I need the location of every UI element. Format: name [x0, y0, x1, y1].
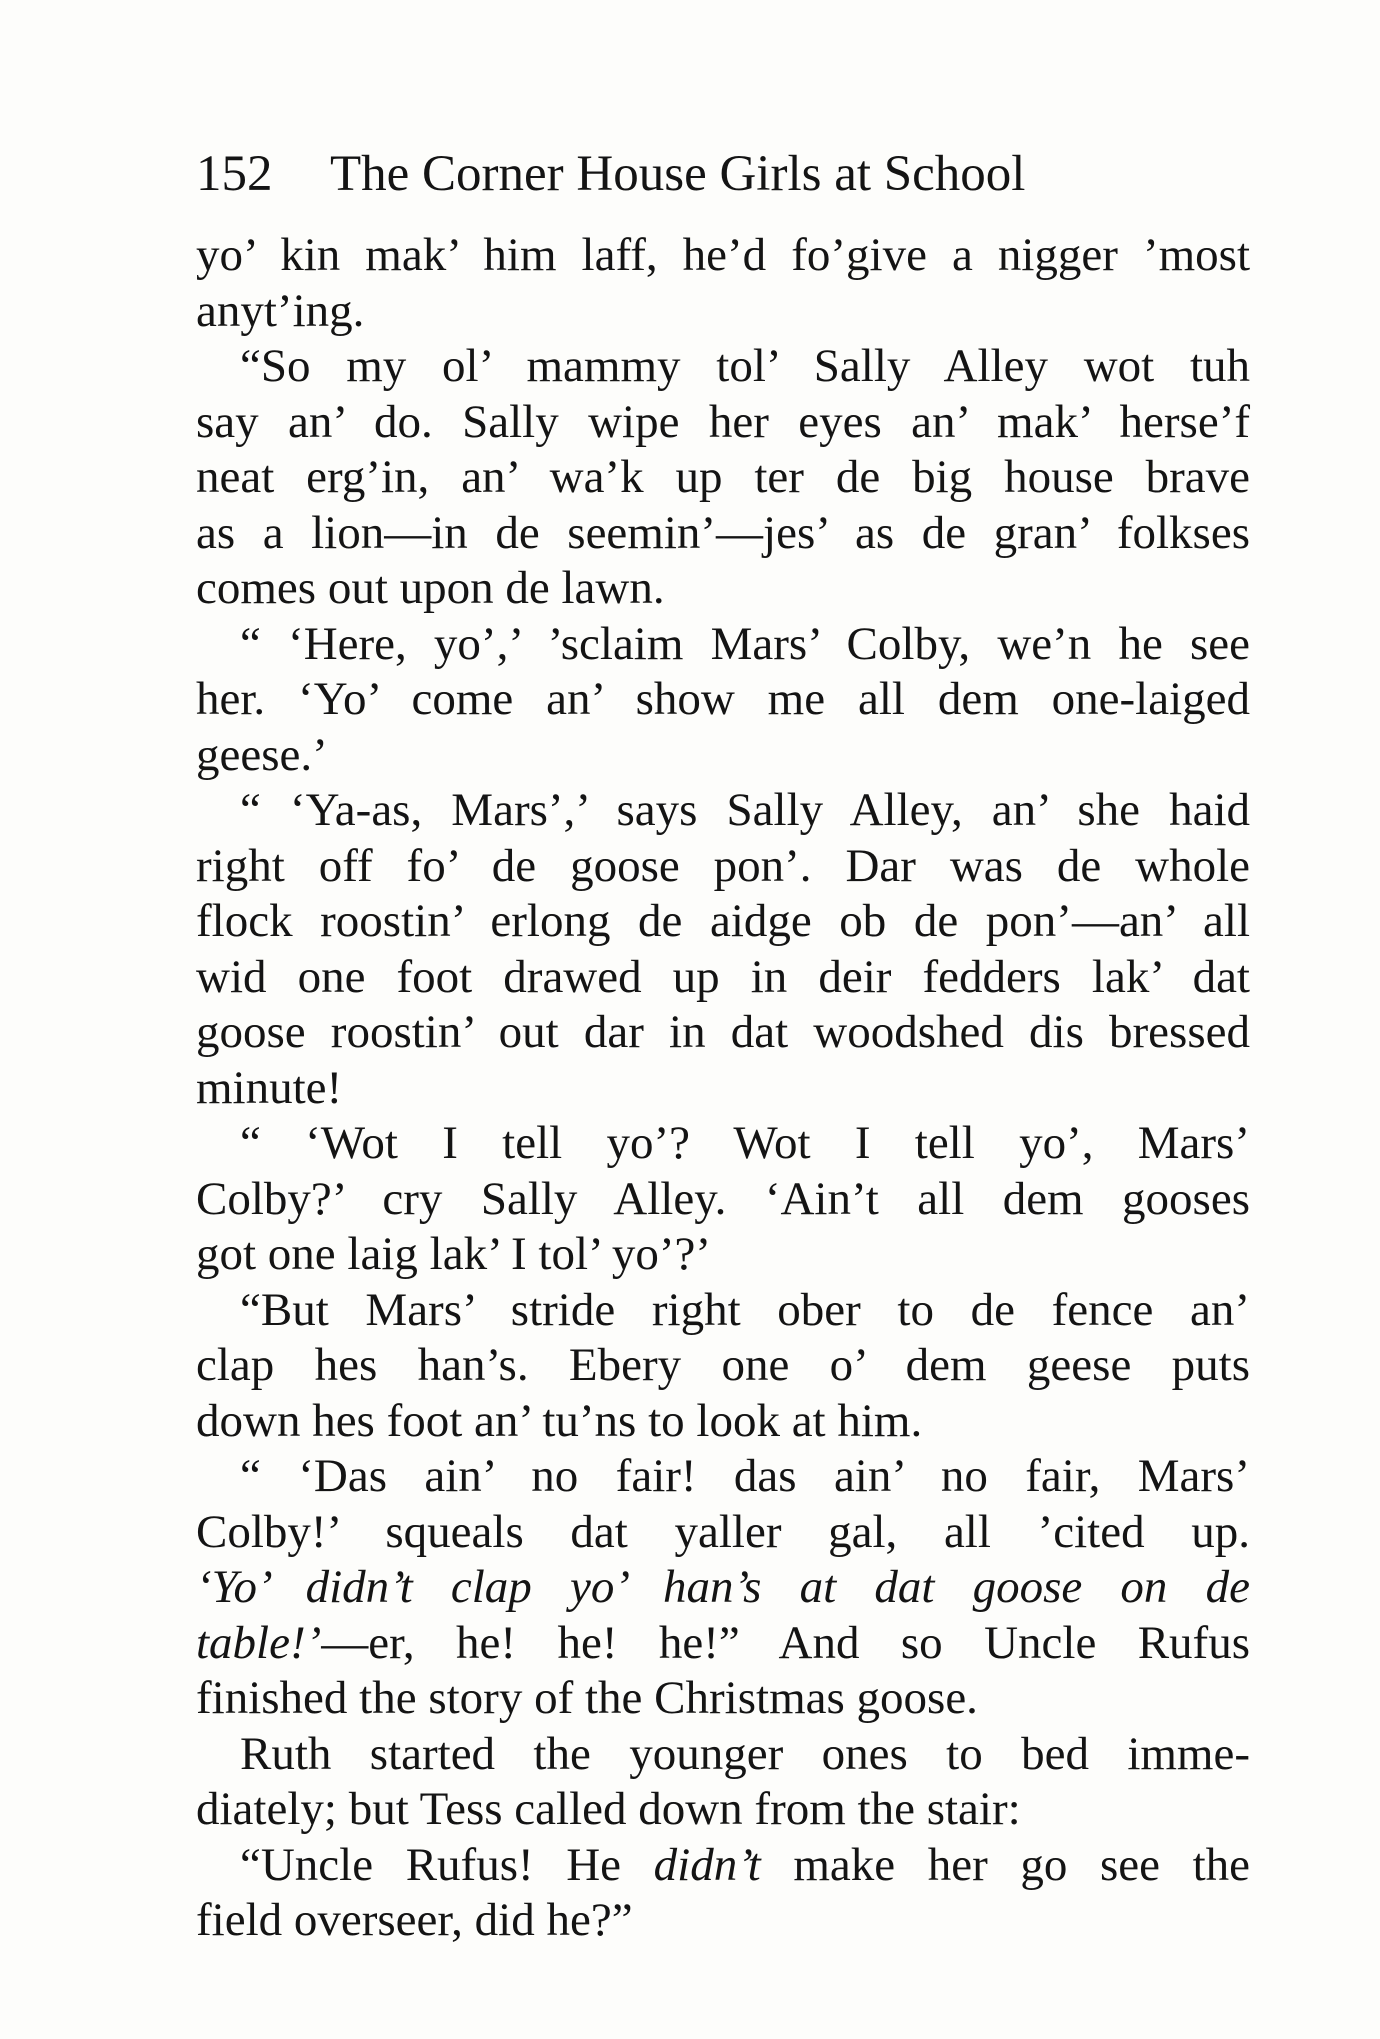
text-line: down hes foot an’ tu’ns to look at him.: [196, 1394, 923, 1447]
italic-text: table!’: [196, 1616, 322, 1669]
italic-text: ‘Yo’ didn’t clap yo’ han’s at dat goose on de: [196, 1561, 1250, 1613]
text-line: flock roostin’ erlong de aidge ob de pon’—an’ all: [196, 895, 1250, 947]
text-line: got one laig lak’ I tol’ yo’?’: [196, 1228, 712, 1280]
text-line: wid one foot drawed up in deir fedders lak’ dat: [196, 950, 1250, 1003]
text-line: geese.’: [196, 728, 328, 781]
text-line: clap hes han’s. Ebery one o’ dem geese puts: [196, 1339, 1250, 1391]
text-line: “ ‘Here, yo’,’ ’sclaim Mars’ Colby, we’n he see: [240, 617, 1250, 670]
page-number: 152: [196, 146, 273, 202]
text-segment: —er, he! he! he!” And so Uncle Rufus: [321, 1616, 1250, 1669]
text-line: as a lion—in de seemin’—jes’ as de gran’ folkses: [196, 506, 1250, 559]
text-line: Ruth started the younger ones to bed imme-: [240, 1727, 1250, 1780]
text-line: finished the story of the Christmas goose.: [196, 1672, 978, 1724]
text-line: Colby!’ squeals dat yaller gal, all ’cited up.: [196, 1505, 1250, 1558]
text-line: field overseer, did he?”: [196, 1894, 633, 1946]
text-line: “ ‘Das ain’ no fair! das ain’ no fair, Mars’: [240, 1450, 1250, 1502]
text-line: say an’ do. Sally wipe her eyes an’ mak’ herse’f: [196, 395, 1250, 448]
text-line: [196, 1838, 1250, 1894]
text-segment: “Uncle Rufus! He: [240, 1838, 654, 1891]
text-line: “But Mars’ stride right ober to de fence an’: [240, 1283, 1250, 1336]
text-line: “So my ol’ mammy tol’ Sally Alley wot tuh: [240, 340, 1250, 392]
text-line: her. ‘Yo’ come an’ show me all dem one-laiged: [196, 673, 1250, 725]
text-line: yo’ kin mak’ him laff, he’d fo’give a nigger ’most: [196, 229, 1250, 281]
text-line: comes out upon de lawn.: [196, 562, 665, 614]
text-line: [196, 1560, 1250, 1616]
text-line: goose roostin’ out dar in dat woodshed dis bressed: [196, 1006, 1250, 1058]
text-line: neat erg’in, an’ wa’k up ter de big house brave: [196, 451, 1250, 503]
body-text: [196, 228, 1250, 1949]
text-line: anyt’ing.: [196, 284, 365, 337]
text-segment: make her go see the: [760, 1838, 1250, 1891]
text-line: “ ‘Wot I tell yo’? Wot I tell yo’, Mars’: [240, 1117, 1250, 1169]
page-header: [196, 138, 1171, 210]
text-line: minute!: [196, 1061, 343, 1114]
text-line: right off fo’ de goose pon’. Dar was de whole: [196, 839, 1250, 892]
text-line: [196, 1616, 1250, 1672]
text-line: diately; but Tess called down from the stair:: [196, 1783, 1021, 1835]
text-line: Colby?’ cry Sally Alley. ‘Ain’t all dem gooses: [196, 1172, 1250, 1225]
running-title: The Corner House Girls at School: [330, 146, 1026, 202]
italic-text: didn’t: [653, 1838, 761, 1891]
text-line: “ ‘Ya-as, Mars’,’ says Sally Alley, an’ she haid: [240, 784, 1250, 836]
